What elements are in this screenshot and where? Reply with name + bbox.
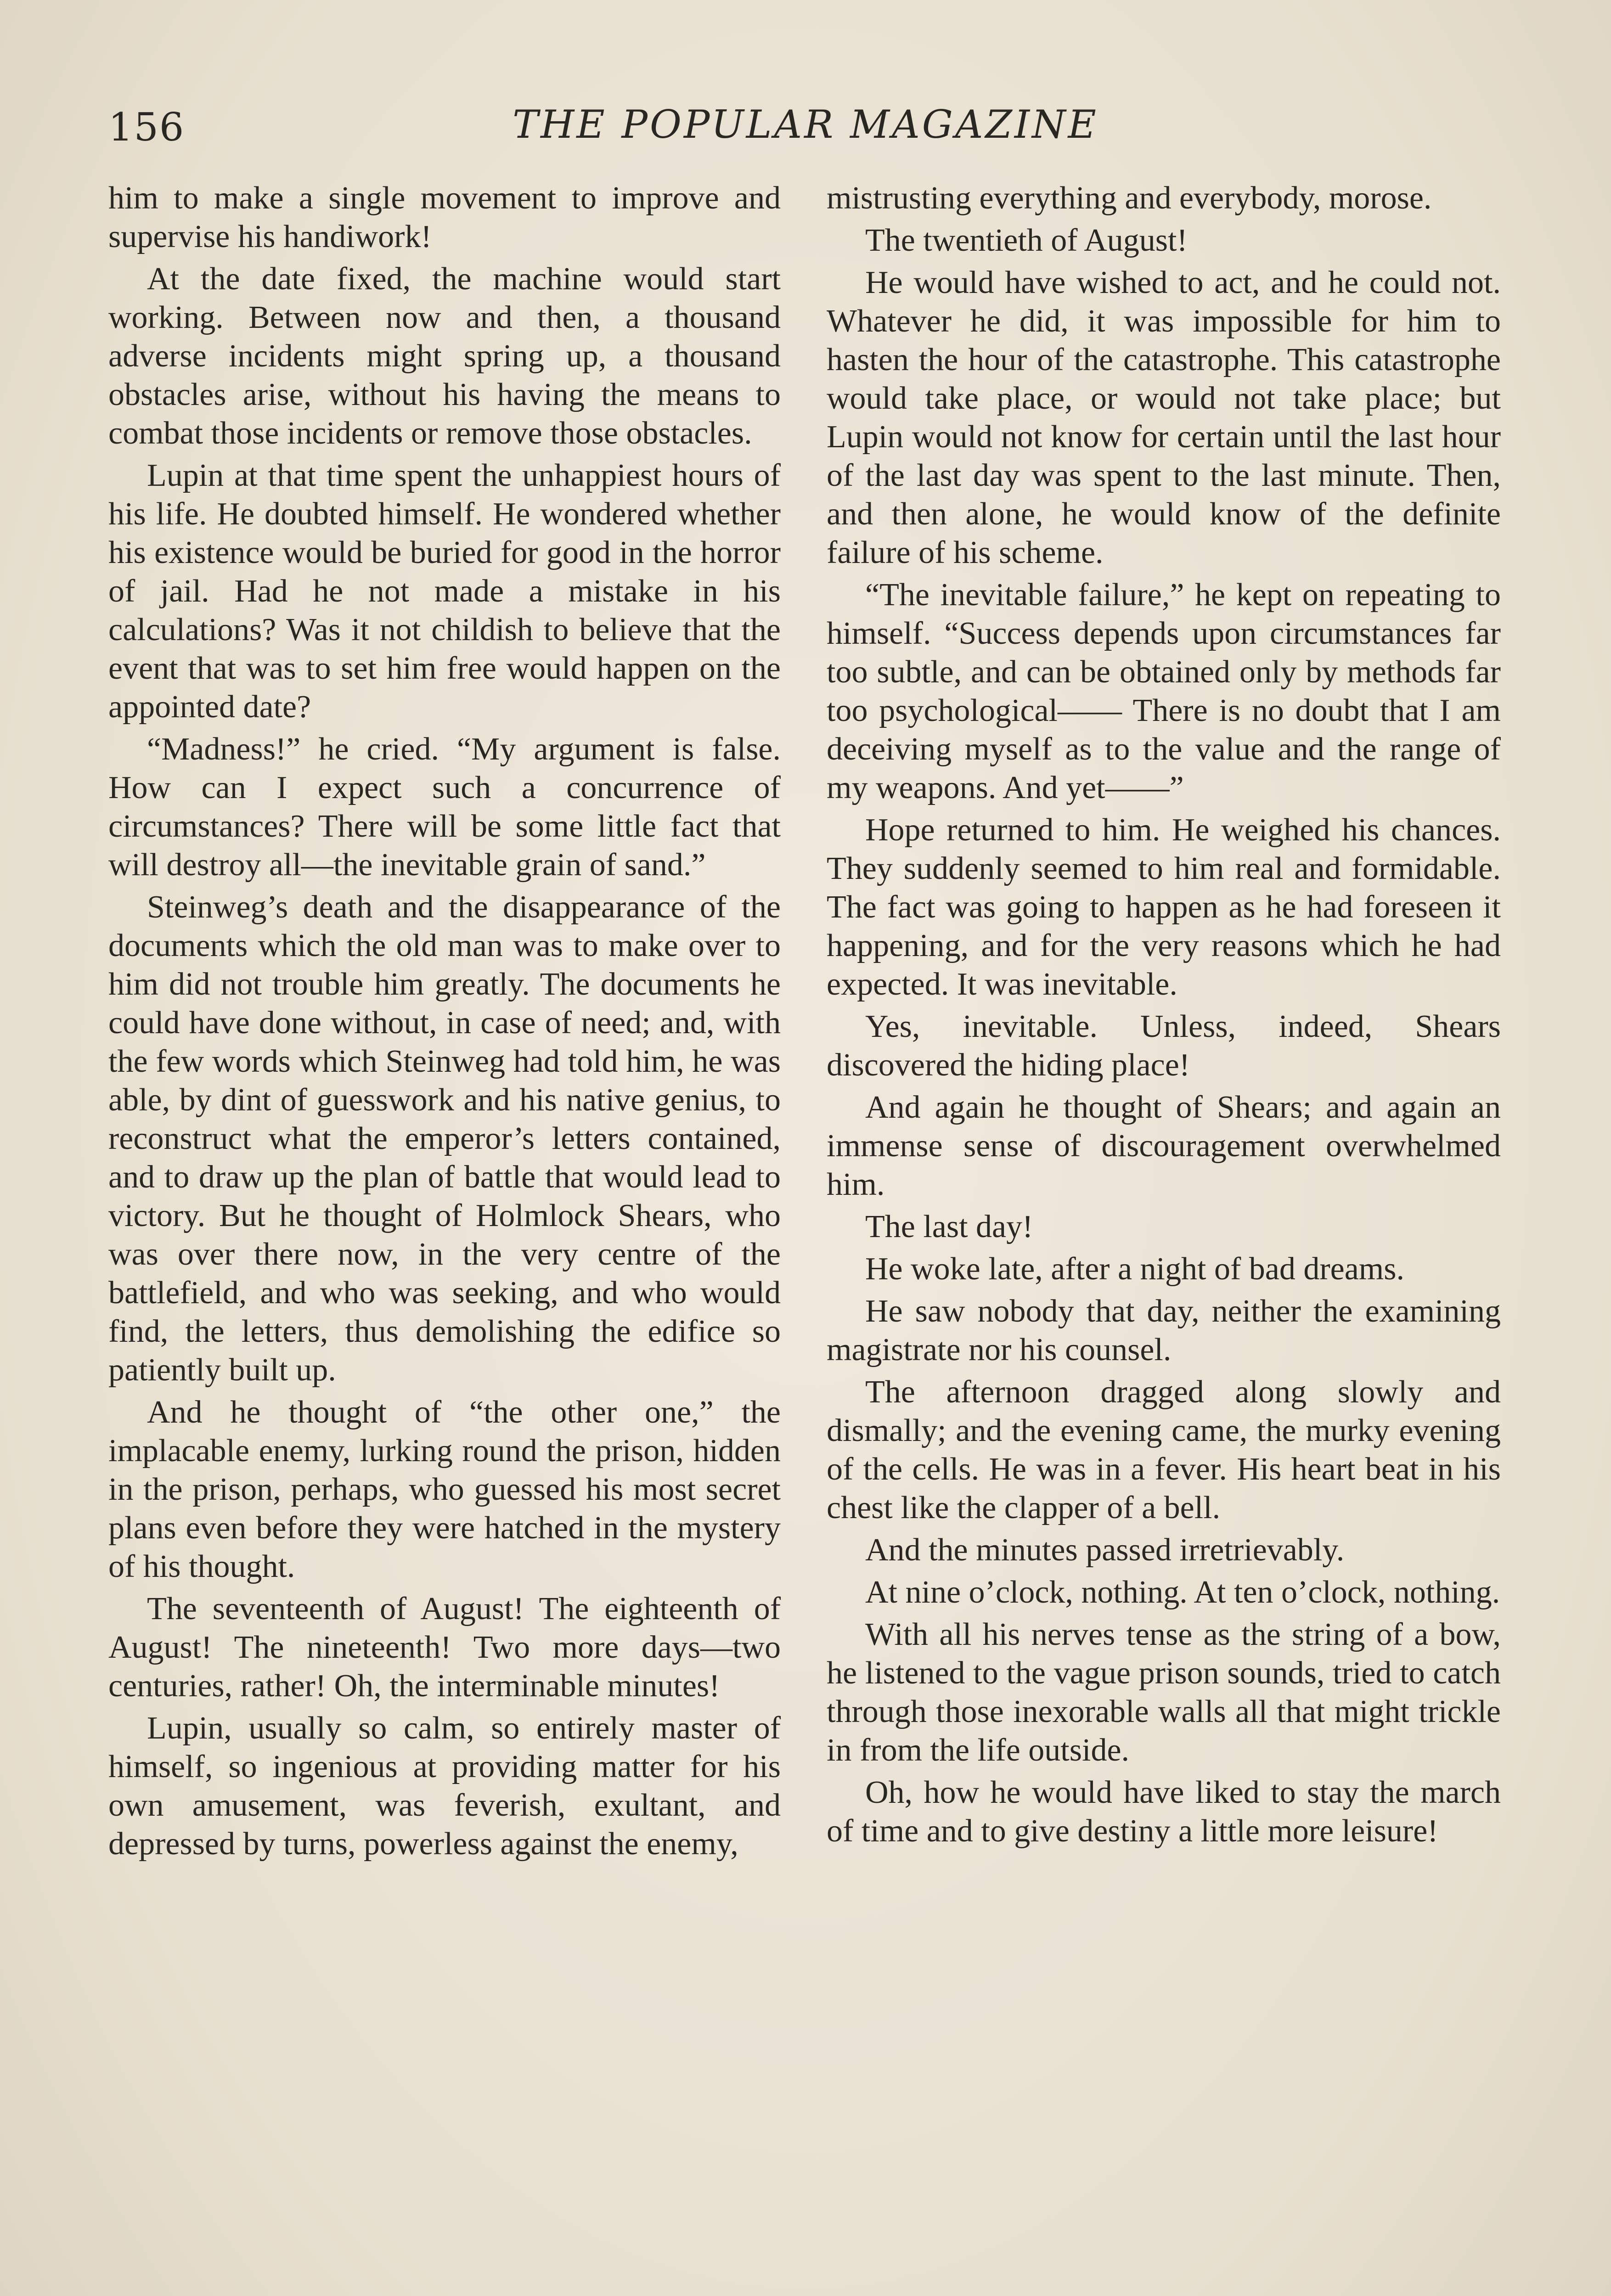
paragraph: And again he thought of Shears; and again an immense sense of discouragement overwhelmed him.: [827, 1090, 1501, 1202]
paragraph: And the minutes passed irretrievably.: [865, 1532, 1345, 1568]
paragraph: Hope returned to him. He weighed his chances. They suddenly seemed to him real and formidable. The fact was going to happen as he had foreseen it happening, and for the very reasons which he had expected. It was inevitable.: [827, 812, 1501, 1002]
right-column: [827, 179, 1501, 1854]
paragraph: Steinweg’s death and the disappearance of the documents which the old man was to make over to him did not trouble him greatly. The documents he could have done without, in case of need; and, with the few words which Steinweg had told him, he was able, by dint of guesswork and his native genius, to reconstruct what the emperor’s letters contained, and to draw up the plan of battle that would lead to victory. But he thought of Holmlock Shears, who was over there now, in the very centre of the battlefield, and who was seeking, and who would find, the letters, thus demolishing the edifice so patiently built up.: [108, 889, 781, 1388]
page-number: 156: [108, 105, 185, 150]
paragraph: At nine o’clock, nothing. At ten o’clock, nothing.: [865, 1575, 1500, 1610]
paragraph: Yes, inevitable. Unless, indeed, Shears discovered the hiding place!: [827, 1009, 1501, 1083]
paragraph: He woke late, after a night of bad dreams.: [865, 1251, 1404, 1287]
paragraph: The twentieth of August!: [865, 223, 1188, 258]
paragraph: The last day!: [865, 1209, 1033, 1244]
paragraph: With all his nerves tense as the string of a bow, he listened to the vague prison sounds, tried to catch through those inexorable walls all that might trickle in from the life outside.: [827, 1617, 1501, 1768]
paragraph: Lupin, usually so calm, so entirely master of himself, so ingenious at providing matter for his own amusement, was feverish, exultant, and depressed by turns, powerless against the enemy,: [108, 1711, 781, 1862]
paragraph: And he thought of “the other one,” the implacable enemy, lurking round the prison, hidden in the prison, perhaps, who guessed his most secret plans even before they were hatched in the mystery of his thought.: [108, 1395, 781, 1584]
paragraph: Oh, how he would have liked to stay the march of time and to give destiny a little more leisure!: [827, 1775, 1501, 1849]
paragraph: At the date fixed, the machine would start working. Between now and then, a thousand adverse incidents might spring up, a thousand obstacles arise, without his having the means to combat those incidents or remove those obstacles.: [108, 261, 781, 451]
paragraph: He saw nobody that day, neither the examining magistrate nor his counsel.: [827, 1294, 1501, 1367]
paragraph: The afternoon dragged along slowly and dismally; and the evening came, the murky evening of the cells. He was in a fever. His heart beat in his chest like the clapper of a bell.: [827, 1374, 1501, 1525]
left-column: [108, 179, 781, 1867]
paragraph: mistrusting everything and everybody, morose.: [827, 180, 1432, 216]
running-head: THE POPULAR MAGAZINE: [513, 102, 1098, 147]
paragraph: him to make a single movement to improve and supervise his handiwork!: [108, 180, 781, 254]
paragraph: “Madness!” he cried. “My argument is false. How can I expect such a concurrence of circumstances? There will be some little fact that will destroy all—the inevitable grain of sand.”: [108, 732, 781, 883]
paragraph: The seventeenth of August! The eighteenth of August! The nineteenth! Two more days—two centuries, rather! Oh, the interminable minutes!: [108, 1591, 781, 1704]
paragraph: Lupin at that time spent the unhappiest hours of his life. He doubted himself. He wondered whether his existence would be buried for good in the horror of jail. Had he not made a mistake in his calculations? Was it not childish to believe that the event that was to set him free would happen on the appointed date?: [108, 458, 781, 725]
paragraph: “The inevitable failure,” he kept on repeating to himself. “Success depends upon circumstances far too subtle, and can be obtained only by methods far too psychological—— There is no doubt that I am deceiving myself as to the value and the range of my weapons. And yet——”: [827, 577, 1501, 805]
paragraph: He would have wished to act, and he could not. Whatever he did, it was impossible for him to hasten the hour of the catastrophe. This catastrophe would take place, or would not take place; but Lupin would not know for certain until the last hour of the last day was spent to the last minute. Then, and then alone, he would know of the definite failure of his scheme.: [827, 265, 1501, 570]
